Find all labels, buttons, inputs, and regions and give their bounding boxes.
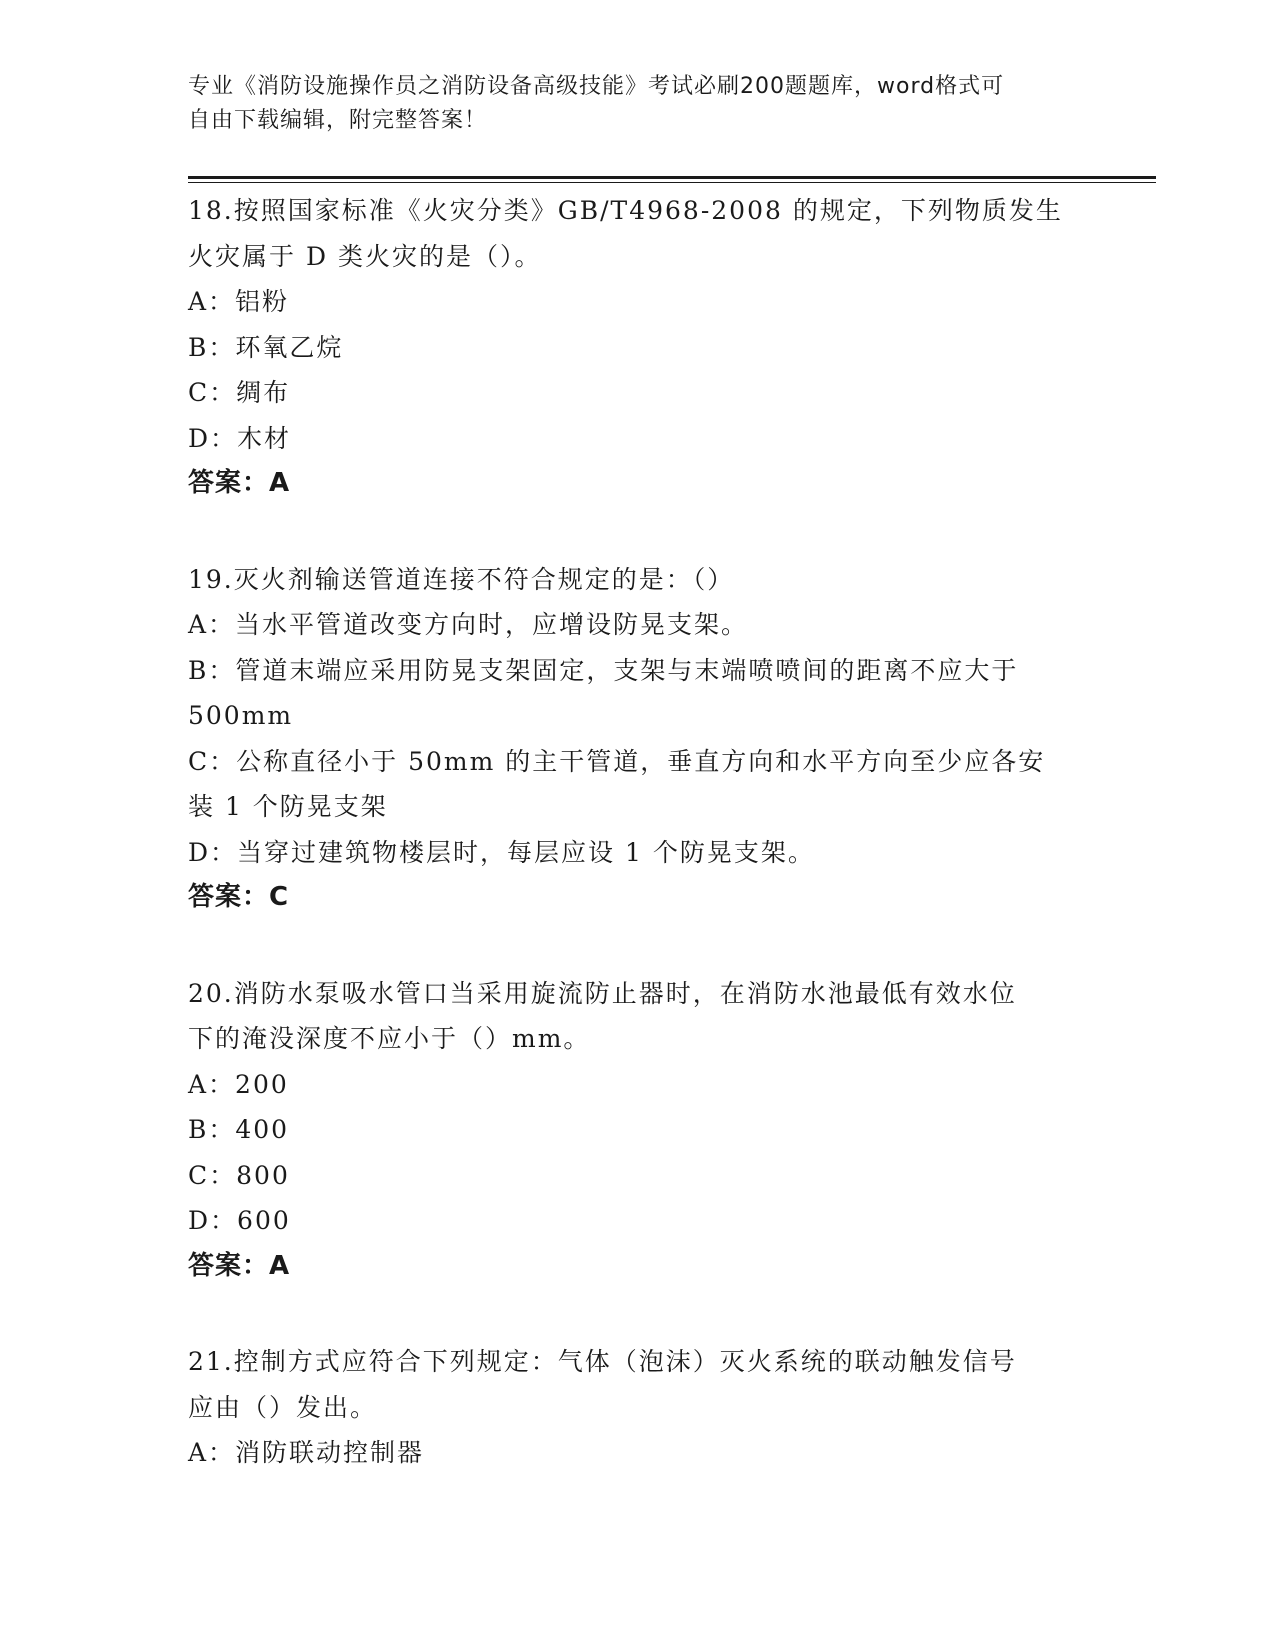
question-block <box>188 971 1088 1290</box>
question-stem-line: 下的淹没深度不应小于（）mm。 <box>188 1024 591 1053</box>
question-stem-line: 18.按照国家标准《火灾分类》GB/T4968-2008 的规定，下列物质发生 <box>188 196 1063 225</box>
question-block <box>188 557 1088 921</box>
answer-line: 答案：A <box>188 468 291 498</box>
question-block <box>188 1339 1088 1476</box>
option-line: A：当水平管道改变方向时，应增设防晃支架。 <box>188 610 749 639</box>
option-line: 500mm <box>188 701 294 730</box>
divider-thin-rule <box>188 182 1156 183</box>
option-line: A：消防联动控制器 <box>188 1438 425 1467</box>
question-block <box>188 188 1088 507</box>
question-stem-line: 21.控制方式应符合下列规定：气体（泡沫）灭火系统的联动触发信号 <box>188 1347 1017 1376</box>
option-line: 装 1 个防晃支架 <box>188 792 388 821</box>
header-line-1: 专业《消防设施操作员之消防设备高级技能》考试必刷200题题库，word格式可 <box>188 74 1005 99</box>
question-stem-line: 火灾属于 D 类火灾的是（）。 <box>188 241 542 271</box>
option-line: D：木材 <box>188 423 292 453</box>
question-stem-line: 20.消防水泵吸水管口当采用旋流防止器时，在消防水池最低有效水位 <box>188 978 1017 1008</box>
divider-thick-rule <box>188 176 1156 179</box>
option-line: C：800 <box>188 1160 290 1190</box>
answer-line: 答案：C <box>188 882 290 912</box>
option-line: A：200 <box>188 1069 289 1099</box>
option-line: D：当穿过建筑物楼层时，每层应设 1 个防晃支架。 <box>188 837 815 867</box>
question-stem-line: 应由（）发出。 <box>188 1392 378 1422</box>
header-line-2: 自由下载编辑，附完整答案！ <box>188 108 488 133</box>
option-line: A：铝粉 <box>188 287 290 316</box>
option-line: B：管道末端应采用防晃支架固定，支架与末端喷喷间的距离不应大于 <box>188 655 1019 685</box>
document-header <box>188 70 1088 138</box>
question-list <box>188 188 1088 1526</box>
answer-line: 答案：A <box>188 1250 291 1281</box>
option-line: B：400 <box>188 1115 290 1144</box>
header-divider <box>188 176 1156 183</box>
option-line: C：公称直径小于 50mm 的主干管道，垂直方向和水平方向至少应各安 <box>188 746 1046 776</box>
question-stem-line: 19.灭火剂输送管道连接不符合规定的是：（） <box>188 564 735 594</box>
option-line: C：绸布 <box>188 378 291 407</box>
option-line: B：环氧乙烷 <box>188 332 344 362</box>
option-line: D：600 <box>188 1206 291 1235</box>
